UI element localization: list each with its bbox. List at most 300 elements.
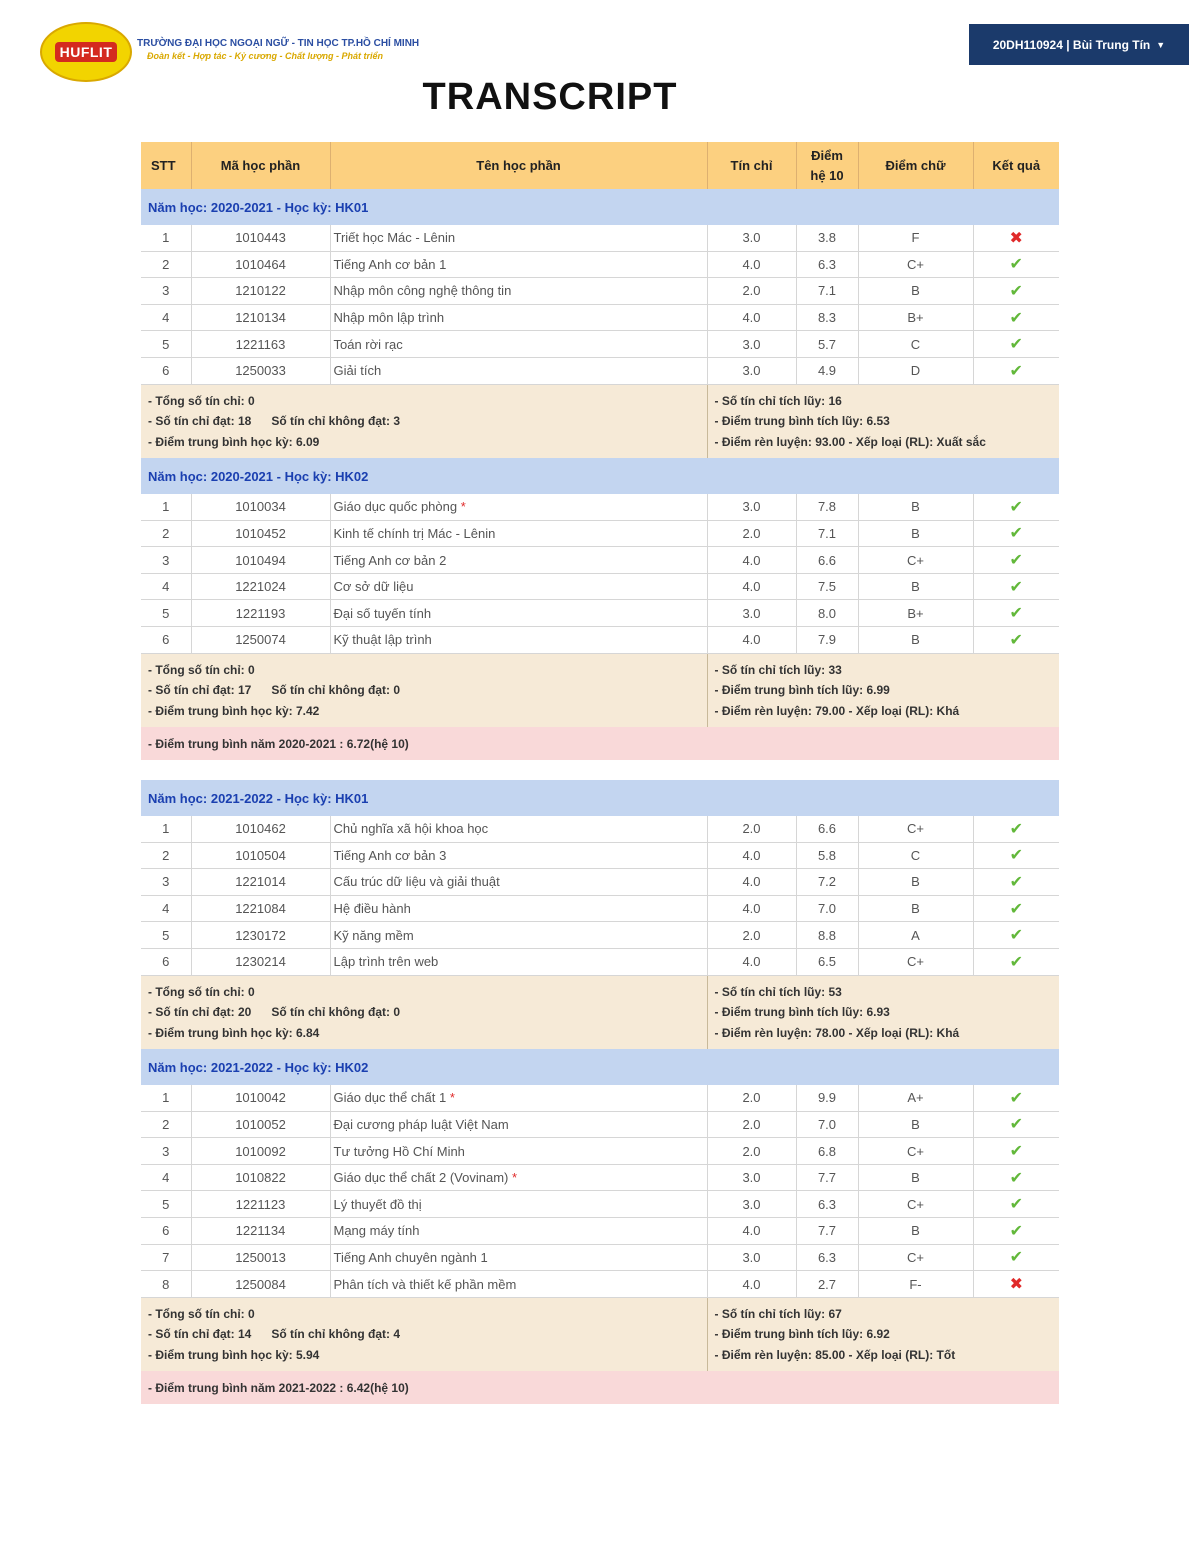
year-average-row — [141, 1371, 1059, 1404]
course-stt: 7 — [141, 1244, 191, 1271]
course-result — [973, 600, 1059, 627]
course-row — [141, 1164, 1059, 1191]
course-code: 1010464 — [191, 251, 330, 278]
summary-credits-line — [148, 1324, 701, 1345]
course-score10: 3.8 — [796, 225, 858, 251]
course-name: Giáo dục thể chất 2 (Vovinam) — [333, 1170, 509, 1186]
check-icon: ✔ — [1009, 900, 1023, 918]
course-name: Tư tưởng Hồ Chí Minh — [333, 1143, 465, 1159]
check-icon: ✔ — [1009, 282, 1023, 300]
summary-failed-credits: Số tín chỉ không đạt: 4 — [271, 1327, 401, 1342]
course-result — [973, 816, 1059, 842]
summary-accum-credits: - Số tín chỉ tích lũy: 53 — [714, 984, 842, 999]
course-stt: 4 — [141, 573, 191, 600]
course-row — [141, 922, 1059, 949]
course-credits: 4.0 — [707, 1271, 796, 1298]
course-score10: 7.5 — [796, 573, 858, 600]
course-stt: 1 — [141, 816, 191, 842]
col-code: Mã học phần — [191, 142, 330, 189]
course-score10: 6.8 — [796, 1138, 858, 1165]
required-star: * — [449, 1090, 455, 1106]
check-icon: ✔ — [1009, 820, 1023, 838]
course-letter: B — [858, 869, 973, 896]
course-stt: 2 — [141, 520, 191, 547]
course-score10: 7.2 — [796, 869, 858, 896]
course-row — [141, 895, 1059, 922]
col-letter: Điểm chữ — [858, 142, 973, 189]
course-credits: 3.0 — [707, 357, 796, 384]
semester-label: Năm học: 2020-2021 - Học kỳ: HK02 — [141, 458, 1059, 494]
check-icon: ✔ — [1009, 927, 1023, 945]
course-code: 1210122 — [191, 278, 330, 305]
semester-header — [141, 458, 1059, 494]
course-name: Cơ sở dữ liệu — [333, 579, 414, 595]
course-result — [973, 1085, 1059, 1111]
course-score10: 6.3 — [796, 1191, 858, 1218]
semester-summary — [141, 1297, 1059, 1371]
course-stt: 5 — [141, 331, 191, 358]
course-score10: 5.7 — [796, 331, 858, 358]
course-credits: 4.0 — [707, 573, 796, 600]
course-credits: 3.0 — [707, 600, 796, 627]
course-name: Lý thuyết đồ thị — [333, 1196, 422, 1212]
course-row — [141, 627, 1059, 654]
course-score10: 5.8 — [796, 842, 858, 869]
cross-icon: ✖ — [1009, 229, 1023, 247]
col-result: Kết quả — [973, 142, 1059, 189]
check-icon: ✔ — [1009, 631, 1023, 649]
summary-failed-credits: Số tín chỉ không đạt: 3 — [271, 414, 401, 429]
course-stt: 4 — [141, 895, 191, 922]
check-icon: ✔ — [1009, 1089, 1023, 1107]
course-stt: 1 — [141, 1085, 191, 1111]
course-name-cell — [330, 304, 707, 331]
course-result — [973, 922, 1059, 949]
course-code: 1010452 — [191, 520, 330, 547]
course-row — [141, 1218, 1059, 1245]
course-code: 1221084 — [191, 895, 330, 922]
course-code: 1010494 — [191, 547, 330, 574]
summary-credits-line — [148, 680, 701, 701]
course-credits: 2.0 — [707, 1085, 796, 1111]
check-icon: ✔ — [1009, 498, 1023, 516]
semester-header — [141, 1049, 1059, 1085]
course-name-cell — [330, 1218, 707, 1245]
course-code: 1010822 — [191, 1164, 330, 1191]
summary-accum-credits: - Số tín chỉ tích lũy: 16 — [714, 393, 842, 408]
col-name: Tên học phần — [330, 142, 707, 189]
course-credits: 4.0 — [707, 869, 796, 896]
check-icon: ✔ — [1009, 578, 1023, 596]
course-score10: 7.7 — [796, 1218, 858, 1245]
course-stt: 5 — [141, 600, 191, 627]
summary-left — [141, 1297, 707, 1371]
course-credits: 3.0 — [707, 1164, 796, 1191]
course-stt: 6 — [141, 627, 191, 654]
course-name: Giải tích — [333, 363, 382, 379]
check-icon: ✔ — [1009, 873, 1023, 891]
course-stt: 1 — [141, 225, 191, 251]
course-name-cell — [330, 1271, 707, 1298]
course-name-cell — [330, 816, 707, 842]
course-row — [141, 278, 1059, 305]
course-result — [973, 842, 1059, 869]
course-row — [141, 520, 1059, 547]
course-credits: 4.0 — [707, 251, 796, 278]
course-score10: 6.3 — [796, 1244, 858, 1271]
page-title: TRANSCRIPT — [422, 76, 678, 118]
course-score10: 8.3 — [796, 304, 858, 331]
course-letter: A — [858, 922, 973, 949]
course-result — [973, 225, 1059, 251]
summary-accum-gpa: - Điểm trung bình tích lũy: 6.53 — [714, 414, 890, 429]
year-average-row — [141, 727, 1059, 760]
course-row — [141, 494, 1059, 520]
col-score10-line1: Điểm — [811, 147, 843, 163]
course-name: Cấu trúc dữ liệu và giải thuật — [333, 874, 500, 890]
summary-left — [141, 975, 707, 1049]
summary-passed-credits: - Số tín chỉ đạt: 18 — [148, 414, 252, 429]
course-credits: 4.0 — [707, 304, 796, 331]
course-name: Triết học Mác - Lênin — [333, 230, 456, 246]
course-score10: 6.6 — [796, 816, 858, 842]
course-credits: 2.0 — [707, 520, 796, 547]
course-letter: B — [858, 494, 973, 520]
course-name: Hệ điều hành — [333, 901, 411, 917]
summary-semester-gpa: - Điểm trung bình học kỳ: 5.94 — [148, 1347, 320, 1362]
check-icon: ✔ — [1009, 1249, 1023, 1267]
summary-total-credits: - Tổng số tín chỉ: 0 — [148, 984, 255, 999]
course-stt: 6 — [141, 948, 191, 975]
course-letter: F- — [858, 1271, 973, 1298]
course-score10: 4.9 — [796, 357, 858, 384]
course-result — [973, 547, 1059, 574]
check-icon: ✔ — [1009, 552, 1023, 570]
course-score10: 6.5 — [796, 948, 858, 975]
summary-semester-gpa: - Điểm trung bình học kỳ: 6.09 — [148, 434, 320, 449]
course-name-cell — [330, 895, 707, 922]
check-icon: ✔ — [1009, 1169, 1023, 1187]
course-score10: 7.1 — [796, 520, 858, 547]
table-header-row — [141, 142, 1059, 189]
course-code: 1221014 — [191, 869, 330, 896]
course-code: 1250033 — [191, 357, 330, 384]
course-letter: B — [858, 278, 973, 305]
course-name: Nhập môn lập trình — [333, 310, 445, 326]
course-name-cell — [330, 573, 707, 600]
course-score10: 8.0 — [796, 600, 858, 627]
course-row — [141, 1244, 1059, 1271]
course-name-cell — [330, 869, 707, 896]
course-name-cell — [330, 520, 707, 547]
course-name-cell — [330, 225, 707, 251]
course-letter: B+ — [858, 304, 973, 331]
course-name: Giáo dục thể chất 1 — [333, 1090, 447, 1106]
course-row — [141, 1111, 1059, 1138]
course-name: Tiếng Anh chuyên ngành 1 — [333, 1249, 488, 1265]
course-credits: 4.0 — [707, 895, 796, 922]
check-icon: ✔ — [1009, 1222, 1023, 1240]
check-icon: ✔ — [1009, 847, 1023, 865]
col-score10 — [796, 142, 858, 189]
course-letter: B — [858, 1218, 973, 1245]
year-average: - Điểm trung bình năm 2021-2022 : 6.42(hệ 10) — [141, 1371, 1059, 1404]
course-code: 1221163 — [191, 331, 330, 358]
logo-text: HUFLIT — [55, 42, 118, 62]
course-result — [973, 1111, 1059, 1138]
course-code: 1010092 — [191, 1138, 330, 1165]
course-letter: B+ — [858, 600, 973, 627]
course-score10: 7.1 — [796, 278, 858, 305]
summary-left — [141, 384, 707, 458]
course-code: 1221193 — [191, 600, 330, 627]
summary-accum-gpa: - Điểm trung bình tích lũy: 6.99 — [714, 683, 890, 698]
course-credits: 2.0 — [707, 816, 796, 842]
course-letter: A+ — [858, 1085, 973, 1111]
course-code: 1010052 — [191, 1111, 330, 1138]
course-score10: 7.7 — [796, 1164, 858, 1191]
course-letter: B — [858, 520, 973, 547]
course-result — [973, 494, 1059, 520]
course-letter: C+ — [858, 1138, 973, 1165]
course-row — [141, 331, 1059, 358]
summary-passed-credits: - Số tín chỉ đạt: 14 — [148, 1327, 252, 1342]
check-icon: ✔ — [1009, 362, 1023, 380]
summary-left — [141, 653, 707, 727]
course-name: Đại số tuyến tính — [333, 605, 432, 621]
course-result — [973, 895, 1059, 922]
course-code: 1210134 — [191, 304, 330, 331]
course-row — [141, 1191, 1059, 1218]
course-name-cell — [330, 922, 707, 949]
course-credits: 2.0 — [707, 278, 796, 305]
course-score10: 8.8 — [796, 922, 858, 949]
course-row — [141, 357, 1059, 384]
summary-credits-line — [148, 411, 701, 432]
course-score10: 2.7 — [796, 1271, 858, 1298]
course-name-cell — [330, 1244, 707, 1271]
course-stt: 1 — [141, 494, 191, 520]
course-row — [141, 573, 1059, 600]
course-letter: B — [858, 895, 973, 922]
course-name: Toán rời rạc — [333, 336, 403, 352]
course-score10: 6.6 — [796, 547, 858, 574]
summary-credits-line — [148, 1002, 701, 1023]
course-result — [973, 948, 1059, 975]
course-result — [973, 627, 1059, 654]
summary-accum-gpa: - Điểm trung bình tích lũy: 6.92 — [714, 1327, 890, 1342]
course-stt: 4 — [141, 304, 191, 331]
course-letter: C+ — [858, 547, 973, 574]
course-credits: 2.0 — [707, 1138, 796, 1165]
course-stt: 6 — [141, 1218, 191, 1245]
course-credits: 4.0 — [707, 627, 796, 654]
course-letter: B — [858, 573, 973, 600]
course-stt: 3 — [141, 547, 191, 574]
course-stt: 2 — [141, 251, 191, 278]
course-name-cell — [330, 1111, 707, 1138]
course-row — [141, 842, 1059, 869]
course-row — [141, 600, 1059, 627]
required-star: * — [512, 1170, 518, 1186]
course-stt: 5 — [141, 922, 191, 949]
course-name: Kỹ thuật lập trình — [333, 632, 432, 648]
course-code: 1221024 — [191, 573, 330, 600]
check-icon: ✔ — [1009, 525, 1023, 543]
course-credits: 3.0 — [707, 331, 796, 358]
course-letter: C+ — [858, 1244, 973, 1271]
course-result — [973, 251, 1059, 278]
course-name-cell — [330, 1085, 707, 1111]
col-credits: Tín chỉ — [707, 142, 796, 189]
summary-accum-credits: - Số tín chỉ tích lũy: 33 — [714, 662, 842, 677]
course-code: 1250074 — [191, 627, 330, 654]
course-name-cell — [330, 331, 707, 358]
course-credits: 4.0 — [707, 547, 796, 574]
course-row — [141, 869, 1059, 896]
course-result — [973, 278, 1059, 305]
course-code: 1250013 — [191, 1244, 330, 1271]
course-row — [141, 816, 1059, 842]
course-stt: 3 — [141, 869, 191, 896]
semester-header — [141, 780, 1059, 816]
summary-right — [707, 1297, 1059, 1371]
course-name: Giáo dục quốc phòng — [333, 499, 458, 515]
course-name-cell — [330, 600, 707, 627]
caret-down-icon: ▼ — [1156, 39, 1166, 50]
year-average: - Điểm trung bình năm 2020-2021 : 6.72(hệ 10) — [141, 727, 1059, 760]
course-code: 1010034 — [191, 494, 330, 520]
semester-label: Năm học: 2020-2021 - Học kỳ: HK01 — [141, 189, 1059, 225]
course-result — [973, 1191, 1059, 1218]
course-code: 1010443 — [191, 225, 330, 251]
course-result — [973, 1271, 1059, 1298]
semester-header — [141, 189, 1059, 225]
course-credits: 2.0 — [707, 1111, 796, 1138]
course-score10: 7.9 — [796, 627, 858, 654]
required-star: * — [460, 499, 466, 515]
course-score10: 7.0 — [796, 895, 858, 922]
course-name: Tiếng Anh cơ bản 2 — [333, 552, 447, 568]
course-stt: 4 — [141, 1164, 191, 1191]
course-code: 1010462 — [191, 816, 330, 842]
semester-label: Năm học: 2021-2022 - Học kỳ: HK02 — [141, 1049, 1059, 1085]
check-icon: ✔ — [1009, 1143, 1023, 1161]
transcript-table-2020-2021 — [141, 142, 1059, 760]
course-name: Nhập môn công nghệ thông tin — [333, 283, 512, 299]
course-row — [141, 1138, 1059, 1165]
course-stt: 5 — [141, 1191, 191, 1218]
summary-right — [707, 384, 1059, 458]
course-name-cell — [330, 494, 707, 520]
summary-total-credits: - Tổng số tín chỉ: 0 — [148, 393, 255, 408]
course-name-cell — [330, 948, 707, 975]
summary-failed-credits: Số tín chỉ không đạt: 0 — [271, 683, 401, 698]
course-result — [973, 1218, 1059, 1245]
course-result — [973, 869, 1059, 896]
course-credits: 3.0 — [707, 494, 796, 520]
course-code: 1230172 — [191, 922, 330, 949]
course-letter: C+ — [858, 1191, 973, 1218]
course-stt: 8 — [141, 1271, 191, 1298]
course-credits: 3.0 — [707, 225, 796, 251]
course-row — [141, 1085, 1059, 1111]
summary-conduct: - Điểm rèn luyện: 79.00 - Xếp loại (RL): Khá — [714, 703, 960, 718]
semester-summary — [141, 975, 1059, 1049]
summary-semester-gpa: - Điểm trung bình học kỳ: 6.84 — [148, 1025, 320, 1040]
summary-accum-gpa: - Điểm trung bình tích lũy: 6.93 — [714, 1005, 890, 1020]
summary-failed-credits: Số tín chỉ không đạt: 0 — [271, 1005, 401, 1020]
course-row — [141, 1271, 1059, 1298]
col-score10-line2: hệ 10 — [810, 167, 844, 183]
course-name: Kinh tế chính trị Mác - Lênin — [333, 525, 496, 541]
course-letter: C+ — [858, 251, 973, 278]
course-letter: C — [858, 331, 973, 358]
course-row — [141, 948, 1059, 975]
check-icon: ✔ — [1009, 953, 1023, 971]
course-name: Tiếng Anh cơ bản 3 — [333, 847, 447, 863]
course-letter: C+ — [858, 816, 973, 842]
course-result — [973, 1138, 1059, 1165]
course-name-cell — [330, 278, 707, 305]
course-name: Lập trình trên web — [333, 954, 439, 970]
school-logo — [40, 22, 132, 82]
course-credits: 3.0 — [707, 1244, 796, 1271]
transcript-table-2021-2022 — [141, 780, 1059, 1404]
course-result — [973, 1244, 1059, 1271]
course-name: Phân tích và thiết kế phần mềm — [333, 1276, 517, 1292]
course-result — [973, 1164, 1059, 1191]
course-name: Kỹ năng mềm — [333, 927, 414, 943]
course-name-cell — [330, 1191, 707, 1218]
course-stt: 6 — [141, 357, 191, 384]
course-row — [141, 547, 1059, 574]
summary-total-credits: - Tổng số tín chỉ: 0 — [148, 662, 255, 677]
course-name: Đại cương pháp luật Việt Nam — [333, 1116, 509, 1132]
summary-conduct: - Điểm rèn luyện: 93.00 - Xếp loại (RL): Xuất sắc — [714, 434, 986, 449]
check-icon: ✔ — [1009, 605, 1023, 623]
check-icon: ✔ — [1009, 1196, 1023, 1214]
course-name-cell — [330, 251, 707, 278]
user-menu-button[interactable] — [969, 24, 1189, 65]
school-motto: Đoàn kết - Hợp tác - Kỷ cương - Chất lượng - Phát triển — [147, 51, 383, 61]
course-name: Chủ nghĩa xã hội khoa học — [333, 821, 489, 837]
course-score10: 7.8 — [796, 494, 858, 520]
summary-passed-credits: - Số tín chỉ đạt: 17 — [148, 683, 252, 698]
semester-summary — [141, 384, 1059, 458]
course-letter: C+ — [858, 948, 973, 975]
summary-conduct: - Điểm rèn luyện: 85.00 - Xếp loại (RL): Tốt — [714, 1347, 956, 1362]
course-result — [973, 331, 1059, 358]
summary-right — [707, 975, 1059, 1049]
check-icon: ✔ — [1009, 256, 1023, 274]
course-name: Tiếng Anh cơ bản 1 — [333, 256, 447, 272]
course-row — [141, 251, 1059, 278]
course-letter: D — [858, 357, 973, 384]
course-name-cell — [330, 1164, 707, 1191]
course-letter: C — [858, 842, 973, 869]
course-stt: 3 — [141, 1138, 191, 1165]
course-code: 1010504 — [191, 842, 330, 869]
course-credits: 2.0 — [707, 922, 796, 949]
semester-summary — [141, 653, 1059, 727]
course-code: 1221123 — [191, 1191, 330, 1218]
summary-accum-credits: - Số tín chỉ tích lũy: 67 — [714, 1306, 842, 1321]
course-name-cell — [330, 357, 707, 384]
summary-total-credits: - Tổng số tín chỉ: 0 — [148, 1306, 255, 1321]
check-icon: ✔ — [1009, 309, 1023, 327]
check-icon: ✔ — [1009, 1116, 1023, 1134]
